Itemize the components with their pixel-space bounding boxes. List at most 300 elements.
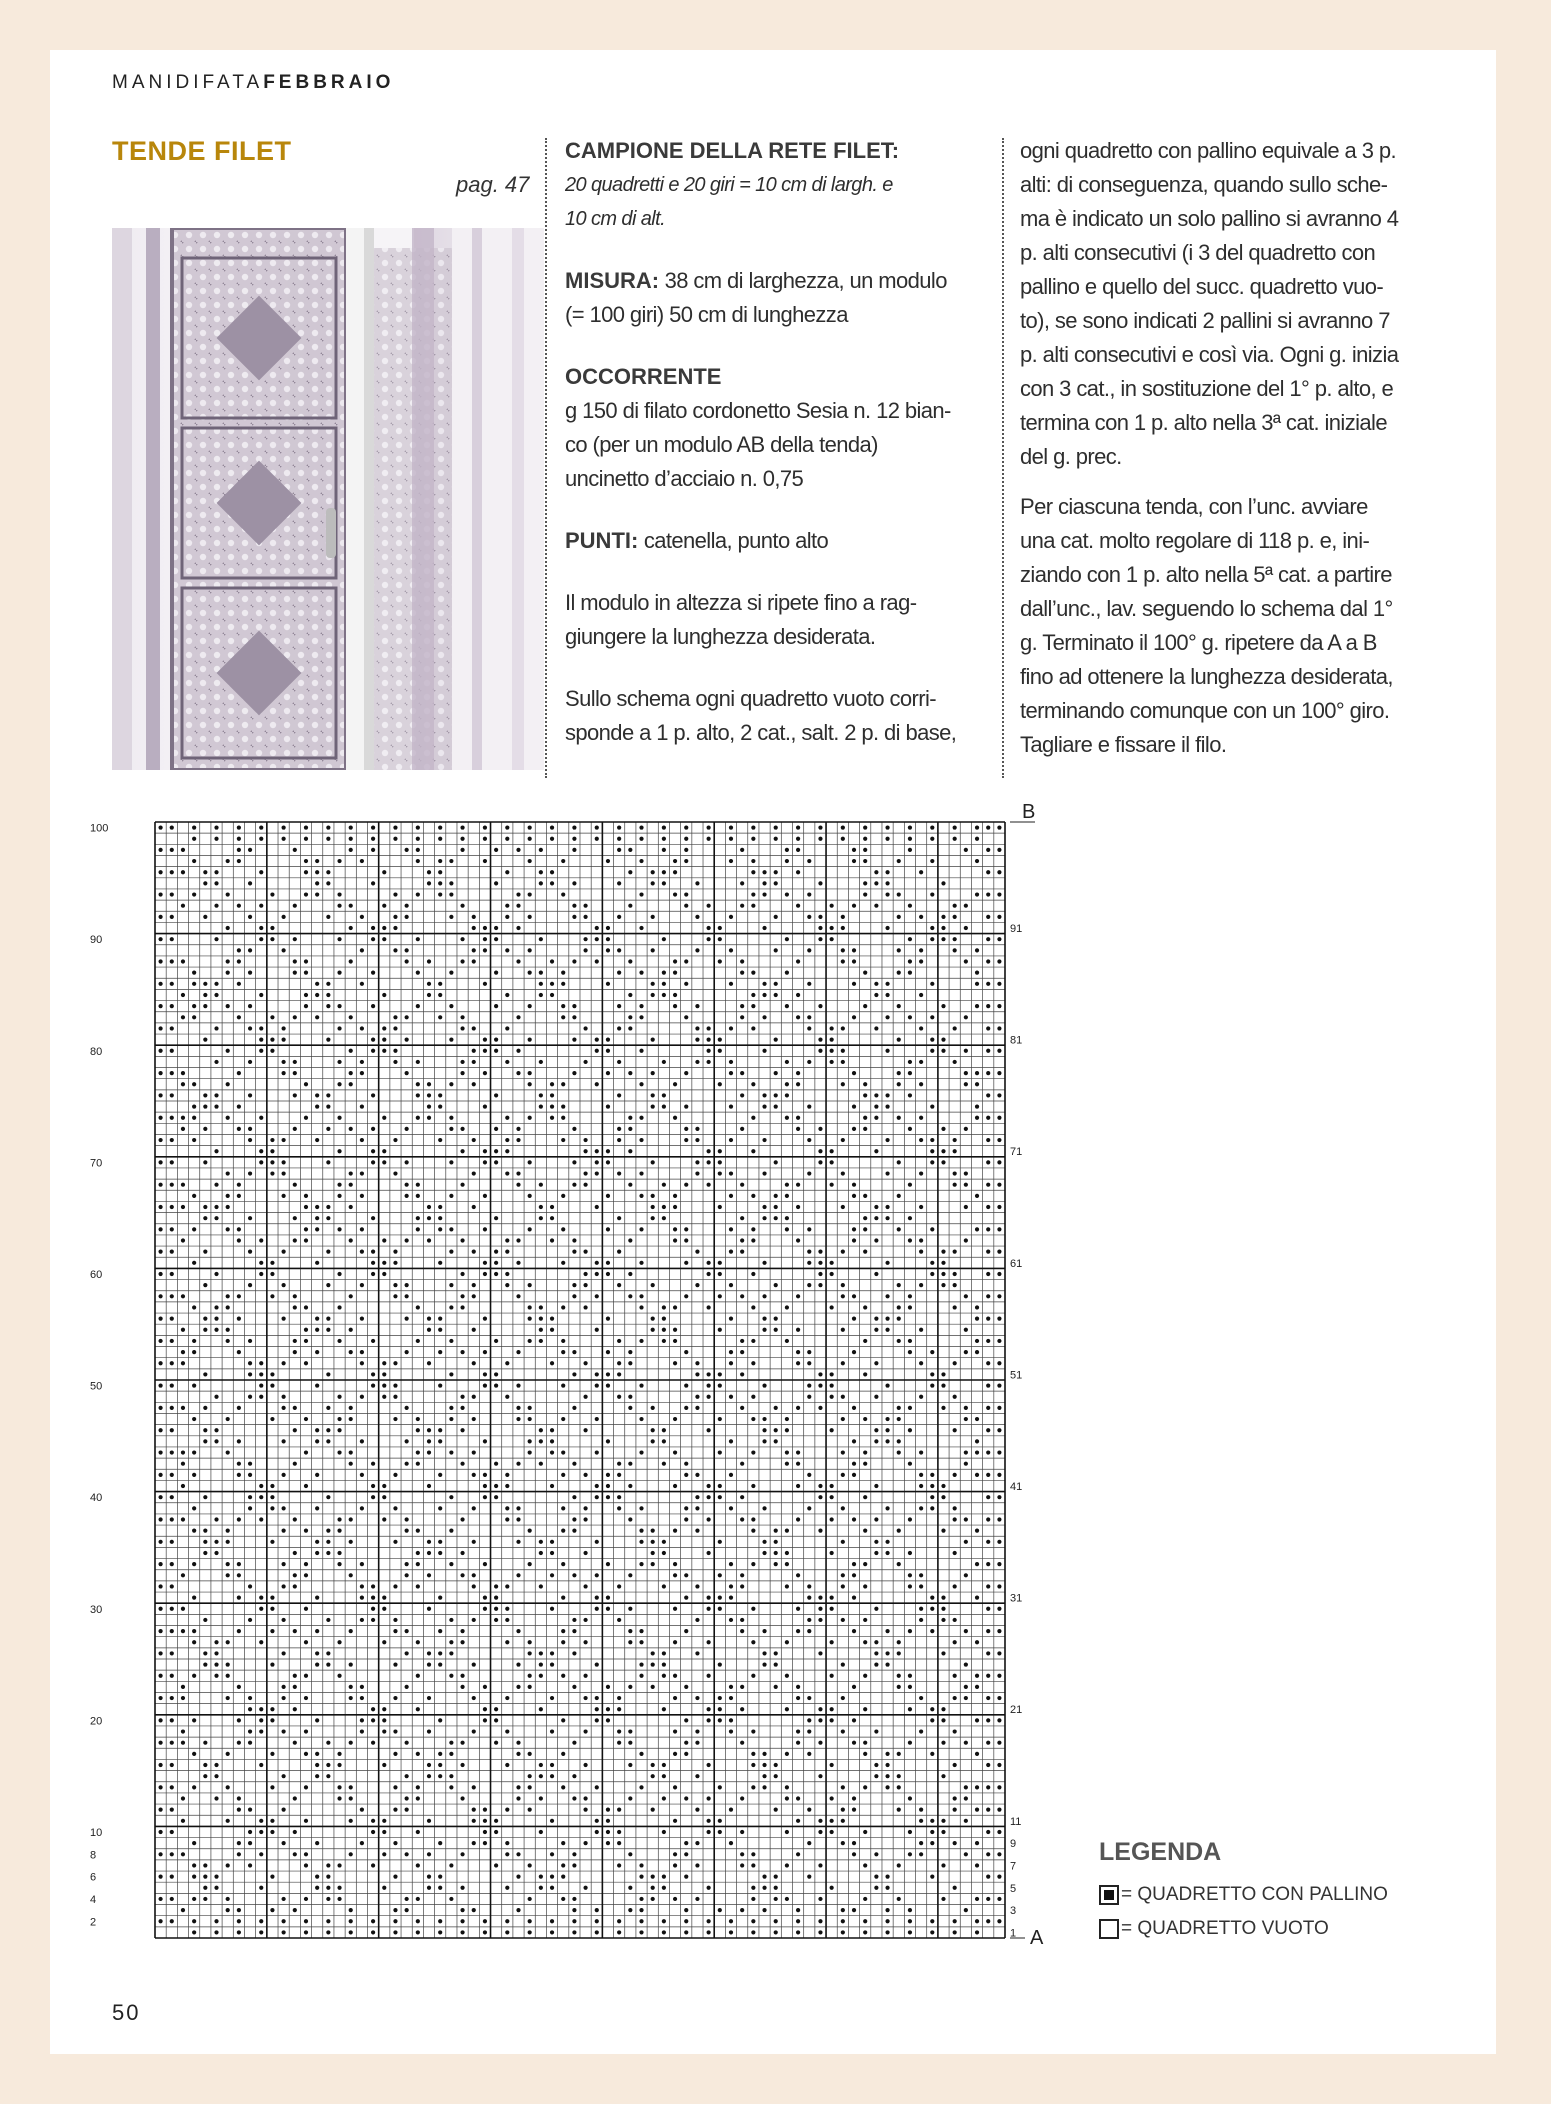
schema-dot xyxy=(595,1785,599,1789)
schema-dot xyxy=(158,1339,162,1343)
schema-dot xyxy=(416,1004,420,1008)
schema-dot xyxy=(863,1093,867,1097)
schema-dot xyxy=(214,1886,218,1890)
schema-dot xyxy=(997,1517,1001,1521)
schema-dot xyxy=(662,1584,666,1588)
schema-dot xyxy=(248,1339,252,1343)
schema-dot xyxy=(405,915,409,919)
schema-dot xyxy=(930,1830,934,1834)
schema-dot xyxy=(293,1015,297,1019)
schema-dot xyxy=(807,1596,811,1600)
schema-dot xyxy=(226,892,230,896)
schema-dot xyxy=(718,1495,722,1499)
schema-dot xyxy=(561,1841,565,1845)
schema-dot xyxy=(684,1294,688,1298)
schema-dot xyxy=(830,904,834,908)
schema-dot xyxy=(158,1852,162,1856)
schema-dot xyxy=(651,881,655,885)
schema-dot xyxy=(919,948,923,952)
schema-dot xyxy=(371,1038,375,1042)
schema-dot xyxy=(751,1227,755,1231)
schema-dot xyxy=(673,892,677,896)
schema-dot xyxy=(684,1406,688,1410)
schema-dot xyxy=(326,1250,330,1254)
schema-dot xyxy=(953,948,957,952)
schema-dot xyxy=(494,1863,498,1867)
schema-dot xyxy=(304,837,308,841)
schema-dot xyxy=(293,1741,297,1745)
schema-dot xyxy=(729,1361,733,1365)
schema-dot xyxy=(226,1294,230,1298)
schema-dot xyxy=(405,1238,409,1242)
schema-dot xyxy=(729,1696,733,1700)
schema-dot xyxy=(416,1462,420,1466)
schema-dot xyxy=(997,1227,1001,1231)
schema-dot xyxy=(662,982,666,986)
schema-dot xyxy=(304,971,308,975)
row-label-right: 61 xyxy=(1010,1257,1023,1270)
schema-dot xyxy=(349,959,353,963)
schema-dot xyxy=(158,848,162,852)
schema-dot xyxy=(897,1038,901,1042)
schema-dot xyxy=(885,1919,889,1923)
schema-dot xyxy=(818,1372,822,1376)
schema-dot xyxy=(796,1607,800,1611)
schema-dot xyxy=(382,1830,386,1834)
schema-dot xyxy=(158,1116,162,1120)
schema-dot xyxy=(270,1149,274,1153)
schema-dot xyxy=(930,1149,934,1153)
schema-dot xyxy=(662,1104,666,1108)
schema-dot xyxy=(874,982,878,986)
schema-dot xyxy=(494,1741,498,1745)
schema-dot xyxy=(774,1428,778,1432)
schema-dot xyxy=(326,915,330,919)
schema-dot xyxy=(181,1294,185,1298)
schema-dot xyxy=(561,982,565,986)
schema-dot xyxy=(214,1272,218,1276)
schema-dot xyxy=(438,1506,442,1510)
schema-dot xyxy=(226,1908,230,1912)
schema-dot xyxy=(460,1060,464,1064)
schema-dot xyxy=(975,1752,979,1756)
schema-dot xyxy=(774,1216,778,1220)
schema-dot xyxy=(852,1015,856,1019)
schema-dot xyxy=(460,1763,464,1767)
schema-dot xyxy=(203,1863,207,1867)
schema-dot xyxy=(192,1785,196,1789)
schema-dot xyxy=(203,1618,207,1622)
schema-dot xyxy=(337,1305,341,1309)
schema-dot xyxy=(695,1841,699,1845)
schema-dot xyxy=(953,1171,957,1175)
schema-dot xyxy=(997,848,1001,852)
schema-dot xyxy=(472,1250,476,1254)
schema-dot xyxy=(975,1473,979,1477)
schema-dot xyxy=(326,1127,330,1131)
schema-dot xyxy=(628,1350,632,1354)
schema-dot xyxy=(684,1462,688,1466)
schema-dot xyxy=(382,1852,386,1856)
schema-dot xyxy=(449,1618,453,1622)
schema-dot xyxy=(830,1272,834,1276)
schema-dot xyxy=(684,1138,688,1142)
schema-dot xyxy=(561,1450,565,1454)
schema-dot xyxy=(203,1104,207,1108)
schema-dot xyxy=(684,825,688,829)
schema-dot xyxy=(762,1506,766,1510)
schema-dot xyxy=(583,1696,587,1700)
schema-dot xyxy=(405,1439,409,1443)
schema-dot xyxy=(337,1026,341,1030)
schema-dot xyxy=(606,1718,610,1722)
schema-dot xyxy=(986,1607,990,1611)
schema-dot xyxy=(505,1729,509,1733)
schema-dot xyxy=(908,1183,912,1187)
schema-dot xyxy=(158,870,162,874)
schema-dot xyxy=(885,1763,889,1767)
schema-dot xyxy=(416,1863,420,1867)
schema-dot xyxy=(158,1272,162,1276)
schema-dot xyxy=(349,1919,353,1923)
col3-line: pallino e quello del succ. quadretto vuo- xyxy=(1020,274,1384,299)
schema-dot xyxy=(449,1785,453,1789)
schema-dot xyxy=(684,1071,688,1075)
schema-dot xyxy=(964,1450,968,1454)
schema-dot xyxy=(595,1662,599,1666)
schema-dot xyxy=(550,1551,554,1555)
schema-dot xyxy=(684,1104,688,1108)
schema-dot xyxy=(628,993,632,997)
schema-dot xyxy=(371,937,375,941)
schema-dot xyxy=(360,1104,364,1108)
schema-dot xyxy=(852,1194,856,1198)
schema-dot xyxy=(483,825,487,829)
schema-dot xyxy=(181,1328,185,1332)
schema-dot xyxy=(874,1886,878,1890)
schema-dot xyxy=(326,881,330,885)
schema-dot xyxy=(863,1305,867,1309)
schema-dot xyxy=(852,1808,856,1812)
schema-dot xyxy=(315,1875,319,1879)
schema-dot xyxy=(617,1808,621,1812)
schema-dot xyxy=(897,1863,901,1867)
schema-dot xyxy=(953,904,957,908)
schema-dot xyxy=(528,1774,532,1778)
schema-dot xyxy=(259,1930,263,1934)
schema-dot xyxy=(595,1596,599,1600)
schema-dot xyxy=(416,971,420,975)
schema-dot xyxy=(270,1160,274,1164)
schema-dot xyxy=(897,1685,901,1689)
schema-dot xyxy=(158,1651,162,1655)
schema-dot xyxy=(393,1752,397,1756)
schema-dot xyxy=(841,959,845,963)
schema-dot xyxy=(707,1763,711,1767)
schema-dot xyxy=(841,1417,845,1421)
schema-dot xyxy=(941,1038,945,1042)
schema-dot xyxy=(237,1629,241,1633)
schema-dot xyxy=(975,1104,979,1108)
schema-dot xyxy=(293,1462,297,1466)
schema-dot xyxy=(628,1852,632,1856)
schema-dot xyxy=(550,1238,554,1242)
schema-dot xyxy=(997,1093,1001,1097)
schema-dot xyxy=(964,1540,968,1544)
schema-dot xyxy=(315,1540,319,1544)
schema-dot xyxy=(416,1529,420,1533)
schema-dot xyxy=(885,1551,889,1555)
schema-dot xyxy=(874,1428,878,1432)
schema-dot xyxy=(885,1171,889,1175)
schema-dot xyxy=(248,1004,252,1008)
schema-dot xyxy=(393,1261,397,1265)
schema-dot xyxy=(572,1517,576,1521)
schema-dot xyxy=(326,1372,330,1376)
schema-dot xyxy=(438,1540,442,1544)
schema-dot xyxy=(405,1406,409,1410)
schema-dot xyxy=(919,1060,923,1064)
schema-dot xyxy=(304,1205,308,1209)
schema-dot xyxy=(304,1238,308,1242)
schema-dot xyxy=(953,1361,957,1365)
schema-dot xyxy=(528,825,532,829)
schema-dot xyxy=(617,1004,621,1008)
schema-dot xyxy=(315,1428,319,1432)
schema-dot xyxy=(785,1305,789,1309)
schema-dot xyxy=(673,1004,677,1008)
schema-dot xyxy=(360,1562,364,1566)
schema-dot xyxy=(371,1607,375,1611)
schema-dot xyxy=(438,837,442,841)
schema-dot xyxy=(785,892,789,896)
schema-dot xyxy=(863,1127,867,1131)
schema-dot xyxy=(953,1584,957,1588)
schema-dot xyxy=(908,1339,912,1343)
schema-dot xyxy=(762,1875,766,1879)
schema-dot xyxy=(405,848,409,852)
schema-dot xyxy=(774,1328,778,1332)
schema-dot xyxy=(796,1919,800,1923)
schema-dot xyxy=(192,1082,196,1086)
schema-dot xyxy=(382,1272,386,1276)
schema-dot xyxy=(930,1506,934,1510)
schema-dot xyxy=(460,837,464,841)
schema-dot xyxy=(583,948,587,952)
schema-dot xyxy=(393,1540,397,1544)
schema-dot xyxy=(673,1082,677,1086)
schema-dot xyxy=(718,1160,722,1164)
schema-dot xyxy=(337,1339,341,1343)
schema-dot xyxy=(326,1216,330,1220)
schema-dot xyxy=(941,1897,945,1901)
schema-dot xyxy=(393,1383,397,1387)
schema-dot xyxy=(639,1930,643,1934)
schema-dot xyxy=(248,948,252,952)
schema-dot xyxy=(885,1138,889,1142)
schema-dot xyxy=(975,1640,979,1644)
schema-dot xyxy=(282,1774,286,1778)
schema-dot xyxy=(226,1562,230,1566)
schema-dot xyxy=(852,1183,856,1187)
schema-dot xyxy=(528,1685,532,1689)
schema-dot xyxy=(695,1361,699,1365)
schema-dot xyxy=(505,1517,509,1521)
schema-dot xyxy=(550,1886,554,1890)
schema-dot xyxy=(259,1718,263,1722)
schema-dot xyxy=(583,1060,587,1064)
schema-dot xyxy=(248,1506,252,1510)
schema-dot xyxy=(997,1160,1001,1164)
schema-dot xyxy=(841,1049,845,1053)
schema-dot xyxy=(651,1897,655,1901)
schema-dot xyxy=(505,1116,509,1120)
schema-dot xyxy=(796,837,800,841)
schema-dot xyxy=(852,1718,856,1722)
schema-dot xyxy=(863,1562,867,1566)
schema-dot xyxy=(214,1763,218,1767)
schema-dot xyxy=(863,1450,867,1454)
schema-dot xyxy=(874,1317,878,1321)
schema-dot xyxy=(639,1116,643,1120)
schema-dot xyxy=(371,1339,375,1343)
schema-dot xyxy=(941,1484,945,1488)
schema-dot xyxy=(326,1662,330,1666)
schema-dot xyxy=(438,1093,442,1097)
schema-dot xyxy=(203,1004,207,1008)
schema-dot xyxy=(203,1495,207,1499)
schema-dot xyxy=(953,1026,957,1030)
schema-dot xyxy=(505,1060,509,1064)
schema-dot xyxy=(707,1640,711,1644)
schema-dot xyxy=(762,1629,766,1633)
schema-dot xyxy=(472,1026,476,1030)
schema-dot xyxy=(427,1328,431,1332)
schema-dot xyxy=(293,1674,297,1678)
schema-dot xyxy=(282,915,286,919)
schema-dot xyxy=(337,1183,341,1187)
schema-dot xyxy=(986,1049,990,1053)
schema-dot xyxy=(639,1662,643,1666)
schema-dot xyxy=(237,1462,241,1466)
schema-dot xyxy=(818,915,822,919)
schema-dot xyxy=(181,1238,185,1242)
schema-dot xyxy=(651,1886,655,1890)
row-label-left: 10 xyxy=(90,1826,103,1839)
schema-dot xyxy=(930,1930,934,1934)
schema-dot xyxy=(494,1127,498,1131)
schema-dot xyxy=(393,837,397,841)
schema-dot xyxy=(997,1383,1001,1387)
schema-dot xyxy=(852,859,856,863)
schema-dot xyxy=(226,1674,230,1678)
schema-dot xyxy=(785,1462,789,1466)
schema-dot xyxy=(572,1372,576,1376)
schema-dot xyxy=(818,1049,822,1053)
schema-dot xyxy=(203,881,207,885)
schema-dot xyxy=(382,1495,386,1499)
schema-dot xyxy=(774,948,778,952)
schema-dot xyxy=(908,1406,912,1410)
schema-dot xyxy=(684,859,688,863)
schema-dot xyxy=(282,1361,286,1365)
schema-dot xyxy=(729,1930,733,1934)
schema-dot xyxy=(796,1183,800,1187)
schema-dot xyxy=(841,1171,845,1175)
schema-dot xyxy=(248,1495,252,1499)
schema-dot xyxy=(874,1875,878,1879)
schema-dot xyxy=(516,1908,520,1912)
schema-dot xyxy=(438,1596,442,1600)
schema-dot xyxy=(617,1707,621,1711)
schema-dot xyxy=(583,1272,587,1276)
occorrente-line: co (per un modulo AB della tenda) xyxy=(565,432,878,457)
schema-dot xyxy=(953,1149,957,1153)
schema-dot xyxy=(751,1674,755,1678)
schema-dot xyxy=(550,993,554,997)
schema-dot xyxy=(427,870,431,874)
schema-dot xyxy=(158,915,162,919)
schema-dot xyxy=(897,1339,901,1343)
schema-dot xyxy=(349,926,353,930)
schema-dot xyxy=(170,1250,174,1254)
schema-dot xyxy=(561,1897,565,1901)
schema-dot xyxy=(628,1462,632,1466)
schema-dot xyxy=(483,1930,487,1934)
schema-dot xyxy=(651,1216,655,1220)
schema-dot xyxy=(293,1294,297,1298)
schema-dot xyxy=(293,1830,297,1834)
schema-dot xyxy=(382,1261,386,1265)
schema-dot xyxy=(505,1272,509,1276)
schema-dot xyxy=(941,915,945,919)
schema-dot xyxy=(897,915,901,919)
schema-dot xyxy=(170,1428,174,1432)
schema-dot xyxy=(170,1607,174,1611)
schema-dot xyxy=(919,870,923,874)
schema-dot xyxy=(248,971,252,975)
schema-dot xyxy=(841,948,845,952)
schema-dot xyxy=(282,1406,286,1410)
schema-dot xyxy=(651,1875,655,1879)
schema-dot xyxy=(729,1194,733,1198)
schema-dot xyxy=(304,1328,308,1332)
schema-dot xyxy=(885,1930,889,1934)
schema-dot xyxy=(695,1406,699,1410)
schema-dot xyxy=(270,926,274,930)
schema-dot xyxy=(293,1406,297,1410)
schema-dot xyxy=(796,1328,800,1332)
schema-dot xyxy=(248,1618,252,1622)
schema-dot xyxy=(483,1049,487,1053)
schema-dot xyxy=(170,1674,174,1678)
schema-dot xyxy=(416,825,420,829)
schema-dot xyxy=(718,1607,722,1611)
schema-dot xyxy=(863,1707,867,1711)
schema-dot xyxy=(282,1562,286,1566)
schema-dot xyxy=(170,825,174,829)
schema-dot xyxy=(729,1317,733,1321)
schema-dot xyxy=(740,1796,744,1800)
schema-dot xyxy=(908,848,912,852)
schema-dot xyxy=(270,1261,274,1265)
schema-dot xyxy=(449,1562,453,1566)
schema-dot xyxy=(460,1350,464,1354)
schema-dot xyxy=(807,1752,811,1756)
schema-dot xyxy=(516,1685,520,1689)
schema-dot xyxy=(740,971,744,975)
schema-dot xyxy=(662,1875,666,1879)
